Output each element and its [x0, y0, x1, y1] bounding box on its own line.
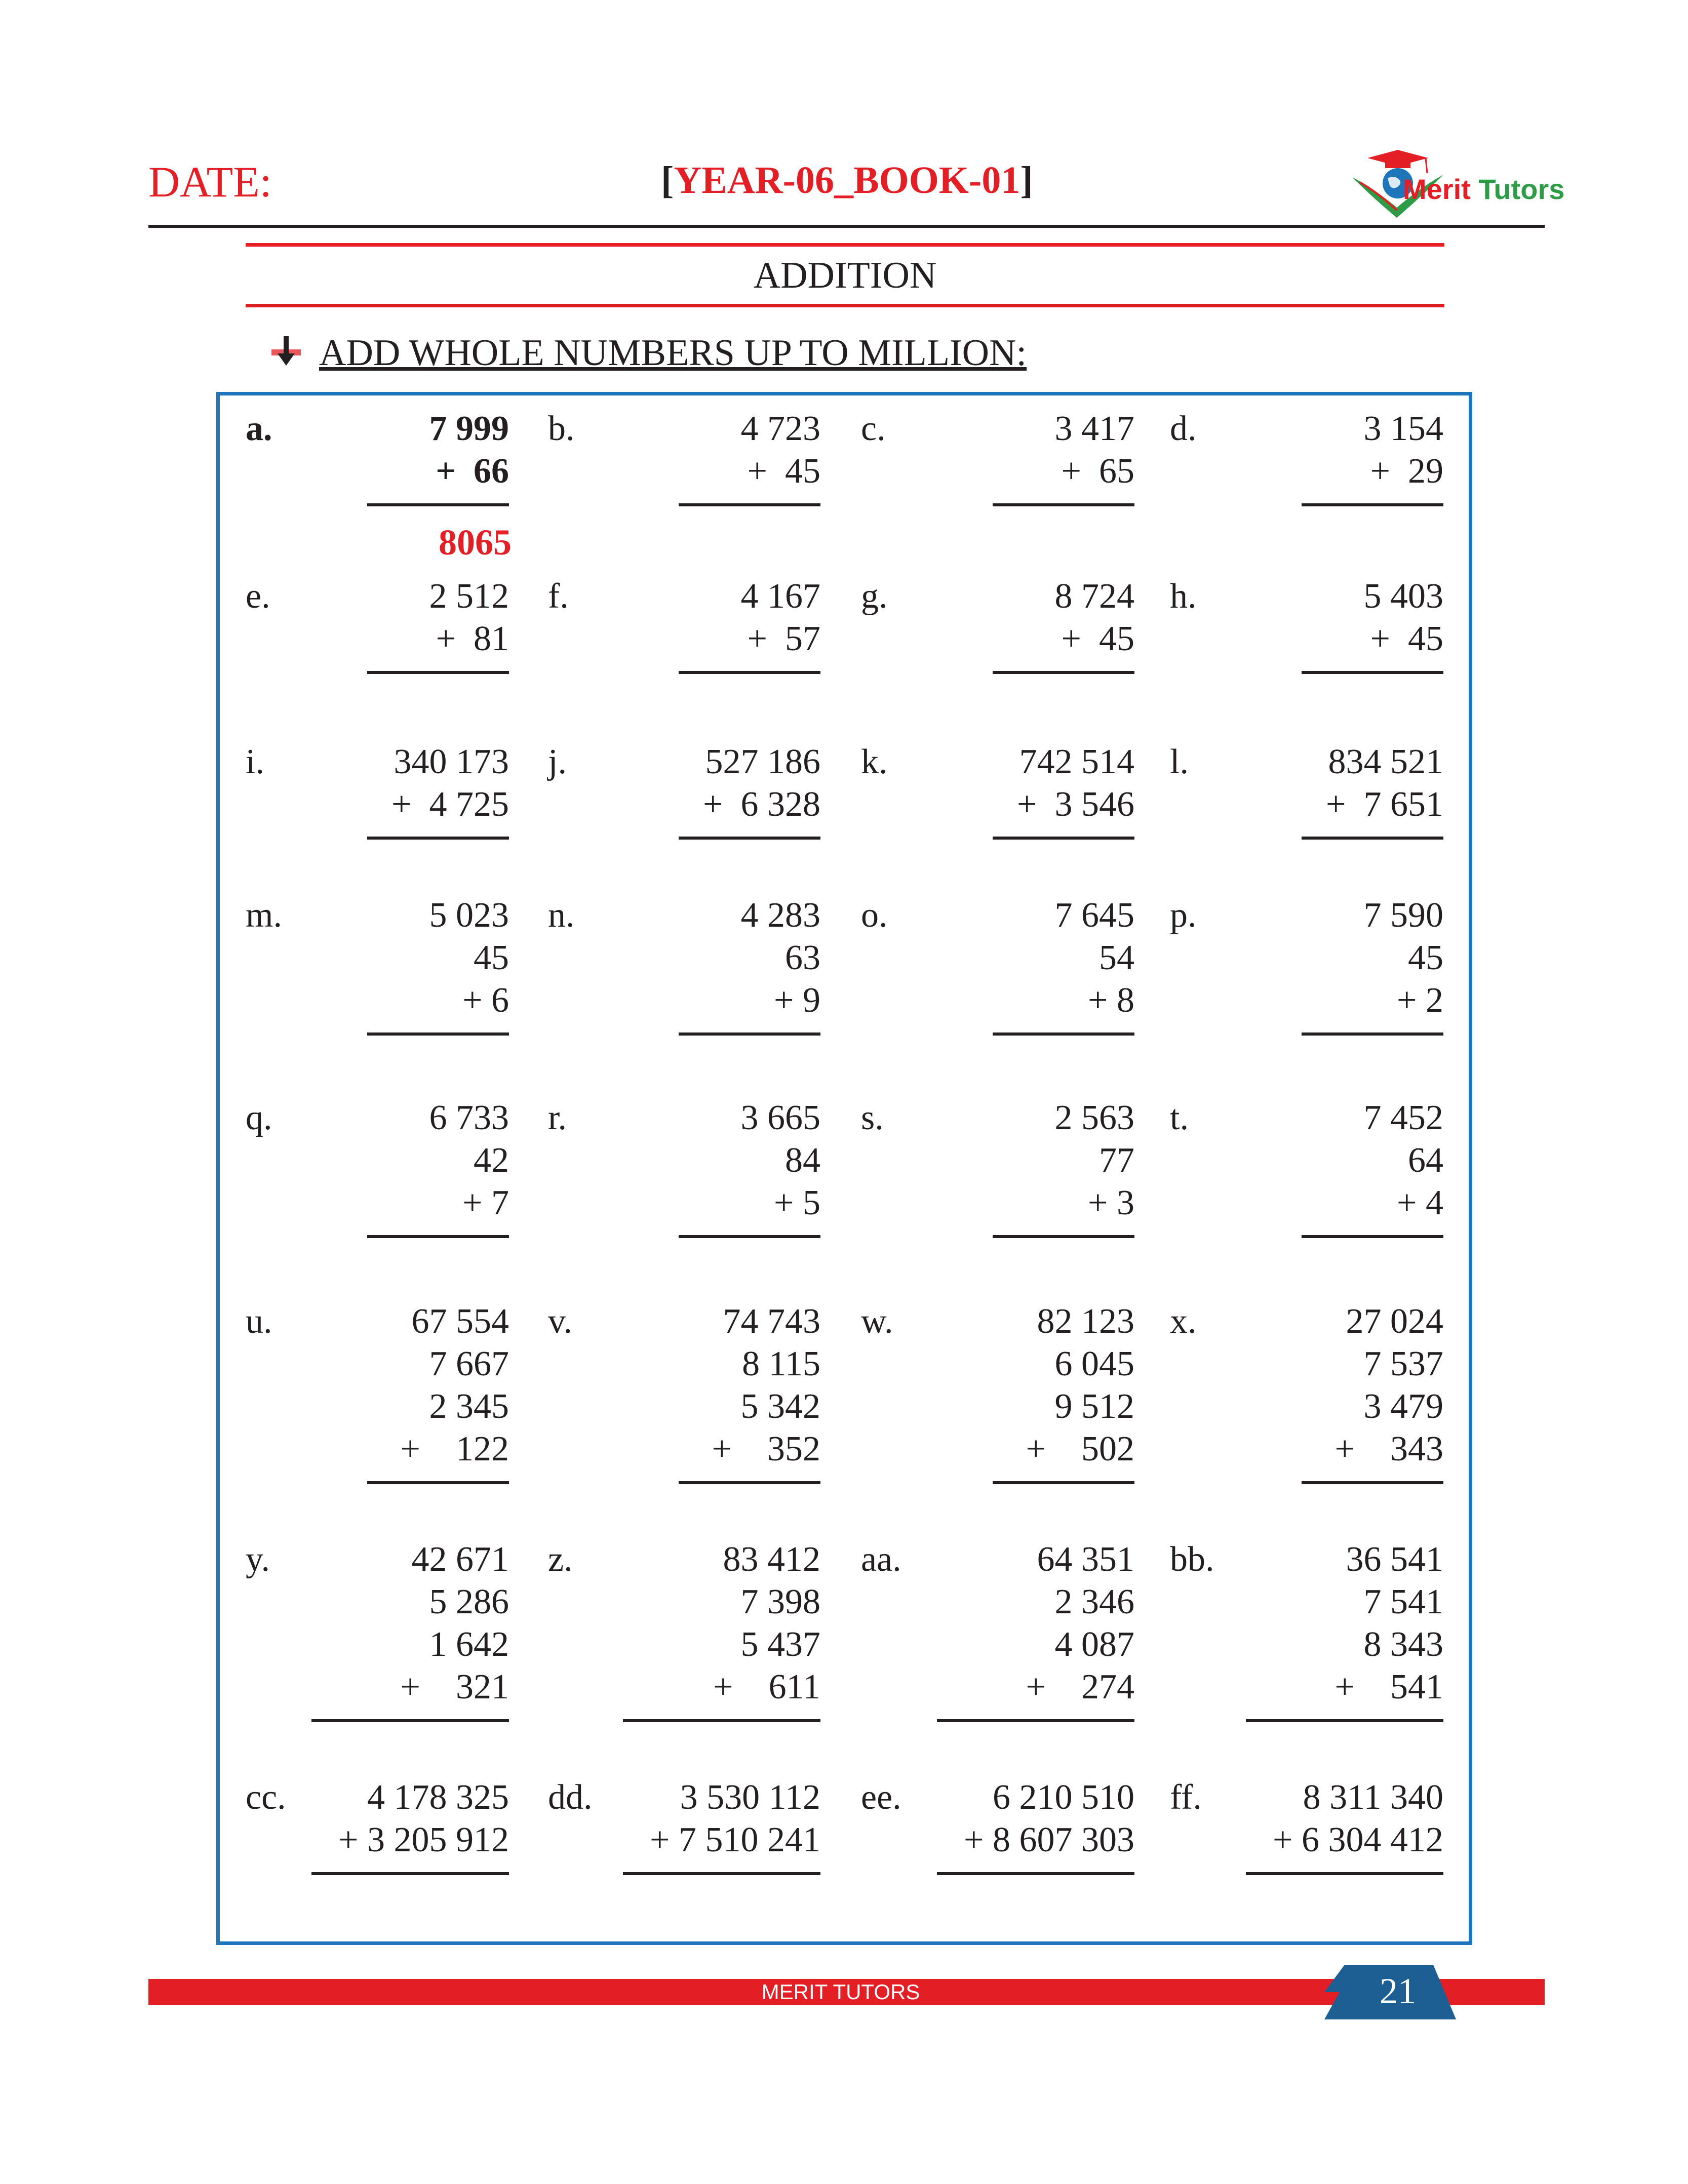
problem-operand: + 502 [1026, 1429, 1134, 1468]
problem-operand: 6 210 510 [993, 1778, 1134, 1817]
problem-operand: + 3 205 912 [338, 1820, 509, 1859]
sum-rule [367, 1235, 509, 1238]
problem-label: ff. [1170, 1778, 1202, 1817]
sum-rule [367, 503, 509, 506]
sum-rule [679, 1481, 820, 1484]
problem-label: j. [548, 742, 567, 781]
problem-operand: 2 512 [429, 577, 509, 616]
book-title [661, 161, 1033, 200]
problem-operand: 742 514 [1019, 742, 1134, 781]
problem-label: c. [861, 409, 886, 448]
problem-label: x. [1170, 1302, 1197, 1341]
problem-operand: + 66 [436, 452, 509, 491]
problem-operand: 6 733 [429, 1098, 509, 1137]
problem-operand: 4 723 [740, 409, 820, 448]
problem-operand: 74 743 [723, 1302, 820, 1341]
problem-label: g. [861, 577, 888, 616]
bracket-close: ] [1020, 159, 1033, 202]
problem-label: h. [1170, 577, 1197, 616]
problem-operand: + 7 510 241 [650, 1820, 820, 1859]
sum-rule [993, 1033, 1134, 1036]
header-divider [148, 225, 1545, 228]
sum-rule [993, 1481, 1134, 1484]
problem-label: k. [861, 742, 888, 781]
logo-text-tutors: Tutors [1478, 173, 1565, 205]
sum-rule [679, 671, 820, 674]
problem-operand: 7 537 [1363, 1344, 1443, 1383]
problem-operand: + 541 [1334, 1667, 1443, 1706]
problem-operand: 7 452 [1363, 1098, 1443, 1137]
problem-operand: 3 530 112 [680, 1778, 820, 1817]
problem-operand: 36 541 [1346, 1540, 1443, 1579]
problem-operand: 2 345 [429, 1387, 509, 1426]
problem-operand: 84 [785, 1141, 820, 1180]
sum-rule [679, 1033, 820, 1036]
problem-label: r. [548, 1098, 567, 1137]
problem-operand: 7 667 [429, 1344, 509, 1383]
problem-operand: 3 154 [1363, 409, 1443, 448]
problem-operand: 67 554 [411, 1302, 509, 1341]
answer-a: 8065 [439, 522, 512, 563]
problem-label: aa. [861, 1540, 901, 1579]
sum-rule [1302, 671, 1443, 674]
problem-operand: 5 403 [1363, 577, 1443, 616]
sum-rule [679, 503, 820, 506]
problem-label: p. [1170, 896, 1197, 935]
problem-label: ee. [861, 1778, 901, 1817]
problem-label: i. [246, 742, 264, 781]
problem-operand: 5 342 [740, 1387, 820, 1426]
problem-operand: + 81 [436, 619, 509, 658]
problem-operand: 5 437 [740, 1625, 820, 1664]
problem-label: a. [246, 409, 272, 448]
problem-label: z. [548, 1540, 573, 1579]
problem-operand: 82 123 [1037, 1302, 1134, 1341]
title-rule-top [246, 243, 1444, 247]
problem-operand: 77 [1099, 1141, 1134, 1180]
problem-operand: + 2 [1397, 981, 1443, 1020]
problem-operand: 1 642 [429, 1625, 509, 1664]
problem-operand: + 29 [1370, 452, 1443, 491]
problem-operand: + 6 304 412 [1273, 1820, 1443, 1859]
problem-label: v. [548, 1302, 572, 1341]
problem-operand: 64 [1408, 1141, 1443, 1180]
problem-label: m. [246, 896, 282, 935]
title-rule-bottom [246, 304, 1444, 307]
sum-rule [367, 671, 509, 674]
problem-operand: 7 398 [740, 1582, 820, 1621]
problem-operand: 4 167 [740, 577, 820, 616]
problem-label: bb. [1170, 1540, 1214, 1579]
problem-operand: + 321 [400, 1667, 509, 1706]
problem-label: n. [548, 896, 575, 935]
problem-operand: + 4 [1397, 1183, 1443, 1222]
problem-operand: + 57 [747, 619, 820, 658]
problem-operand: + 8 [1088, 981, 1134, 1020]
logo-wordmark [1403, 175, 1564, 204]
bullet-arrow-icon [268, 334, 304, 370]
problem-operand: 8 724 [1054, 577, 1134, 616]
sum-rule [1302, 1235, 1443, 1238]
problem-operand: 4 087 [1054, 1625, 1134, 1664]
problem-operand: + 45 [1061, 619, 1134, 658]
problem-operand: 7 541 [1363, 1582, 1443, 1621]
problem-operand: 45 [474, 938, 509, 977]
problem-operand: 6 045 [1054, 1344, 1134, 1383]
section-title: ADDITION [753, 255, 937, 296]
problem-operand: 7 645 [1054, 896, 1134, 935]
sum-rule [311, 1872, 509, 1875]
problem-label: u. [246, 1302, 272, 1341]
problem-label: d. [1170, 409, 1197, 448]
problem-operand: + 5 [774, 1183, 820, 1222]
sum-rule [993, 1235, 1134, 1238]
problem-operand: + 6 328 [703, 785, 820, 824]
problem-operand: + 45 [747, 452, 820, 491]
problem-label: q. [246, 1098, 272, 1137]
problem-operand: 8 311 340 [1303, 1778, 1443, 1817]
problem-operand: 27 024 [1346, 1302, 1443, 1341]
sum-rule [937, 1719, 1134, 1722]
problem-operand: 2 563 [1054, 1098, 1134, 1137]
problem-operand: 42 [474, 1141, 509, 1180]
problem-operand: 5 286 [429, 1582, 509, 1621]
problem-operand: + 65 [1061, 452, 1134, 491]
problem-operand: 3 417 [1054, 409, 1134, 448]
problem-operand: + 45 [1370, 619, 1443, 658]
sum-rule [311, 1719, 509, 1722]
problem-operand: + 274 [1026, 1667, 1134, 1706]
problem-operand: + 9 [774, 981, 820, 1020]
sum-rule [367, 837, 509, 840]
instruction-text: ADD WHOLE NUMBERS UP TO MILLION: [319, 332, 1027, 374]
date-label: DATE: [148, 157, 272, 206]
sum-rule [623, 1872, 820, 1875]
sum-rule [1246, 1719, 1443, 1722]
sum-rule [367, 1481, 509, 1484]
problem-operand: 527 186 [705, 742, 820, 781]
sum-rule [993, 503, 1134, 506]
problem-operand: + 122 [400, 1429, 509, 1468]
problem-operand: + 7 651 [1326, 785, 1443, 824]
problem-operand: + 352 [712, 1429, 820, 1468]
sum-rule [1302, 837, 1443, 840]
sum-rule [623, 1719, 820, 1722]
problem-operand: + 611 [713, 1667, 820, 1706]
problem-operand: 3 665 [740, 1098, 820, 1137]
problem-label: o. [861, 896, 888, 935]
problem-operand: + 4 725 [391, 785, 509, 824]
problem-operand: 8 343 [1363, 1625, 1443, 1664]
problem-operand: 64 351 [1037, 1540, 1134, 1579]
problem-operand: 7 590 [1363, 896, 1443, 935]
sum-rule [1302, 503, 1443, 506]
bracket-open: [ [661, 159, 674, 202]
problem-operand: 83 412 [723, 1540, 820, 1579]
problem-label: t. [1170, 1098, 1189, 1137]
sum-rule [993, 671, 1134, 674]
problem-operand: 834 521 [1328, 742, 1443, 781]
problem-operand: 4 178 325 [367, 1778, 509, 1817]
problem-label: f. [548, 577, 569, 616]
problem-label: dd. [548, 1778, 593, 1817]
sum-rule [1246, 1872, 1443, 1875]
problem-label: w. [861, 1302, 893, 1341]
problem-operand: 5 023 [429, 896, 509, 935]
sum-rule [1302, 1481, 1443, 1484]
problem-operand: 7 999 [429, 409, 509, 448]
problem-operand: + 3 [1088, 1183, 1134, 1222]
problem-operand: 2 346 [1054, 1582, 1134, 1621]
sum-rule [367, 1033, 509, 1036]
problem-label: e. [246, 577, 270, 616]
problem-operand: 4 283 [740, 896, 820, 935]
problem-operand: 340 173 [394, 742, 509, 781]
problem-label: b. [548, 409, 575, 448]
sum-rule [679, 837, 820, 840]
problem-label: s. [861, 1098, 884, 1137]
problem-operand: + 3 546 [1017, 785, 1134, 824]
problem-operand: 3 479 [1363, 1387, 1443, 1426]
problem-operand: + 7 [462, 1183, 509, 1222]
sum-rule [679, 1235, 820, 1238]
page-number: 21 [1380, 1971, 1416, 2011]
problem-operand: 42 671 [411, 1540, 509, 1579]
problem-label: cc. [246, 1778, 286, 1817]
problem-operand: + 343 [1334, 1429, 1443, 1468]
problem-operand: 63 [785, 938, 820, 977]
problem-operand: 9 512 [1054, 1387, 1134, 1426]
sum-rule [1302, 1033, 1443, 1036]
problem-operand: 8 115 [742, 1344, 820, 1383]
problem-operand: + 6 [462, 981, 509, 1020]
problem-label: y. [246, 1540, 270, 1579]
sum-rule [993, 837, 1134, 840]
problem-operand: 45 [1408, 938, 1443, 977]
problem-operand: 54 [1099, 938, 1134, 977]
problem-operand: + 8 607 303 [964, 1820, 1134, 1859]
problem-label: l. [1170, 742, 1189, 781]
sum-rule [937, 1872, 1134, 1875]
logo-text-merit: Merit [1403, 173, 1471, 205]
book-title-text: YEAR-06_BOOK-01 [674, 159, 1020, 202]
footer-brand: MERIT TUTORS [761, 1980, 920, 2004]
